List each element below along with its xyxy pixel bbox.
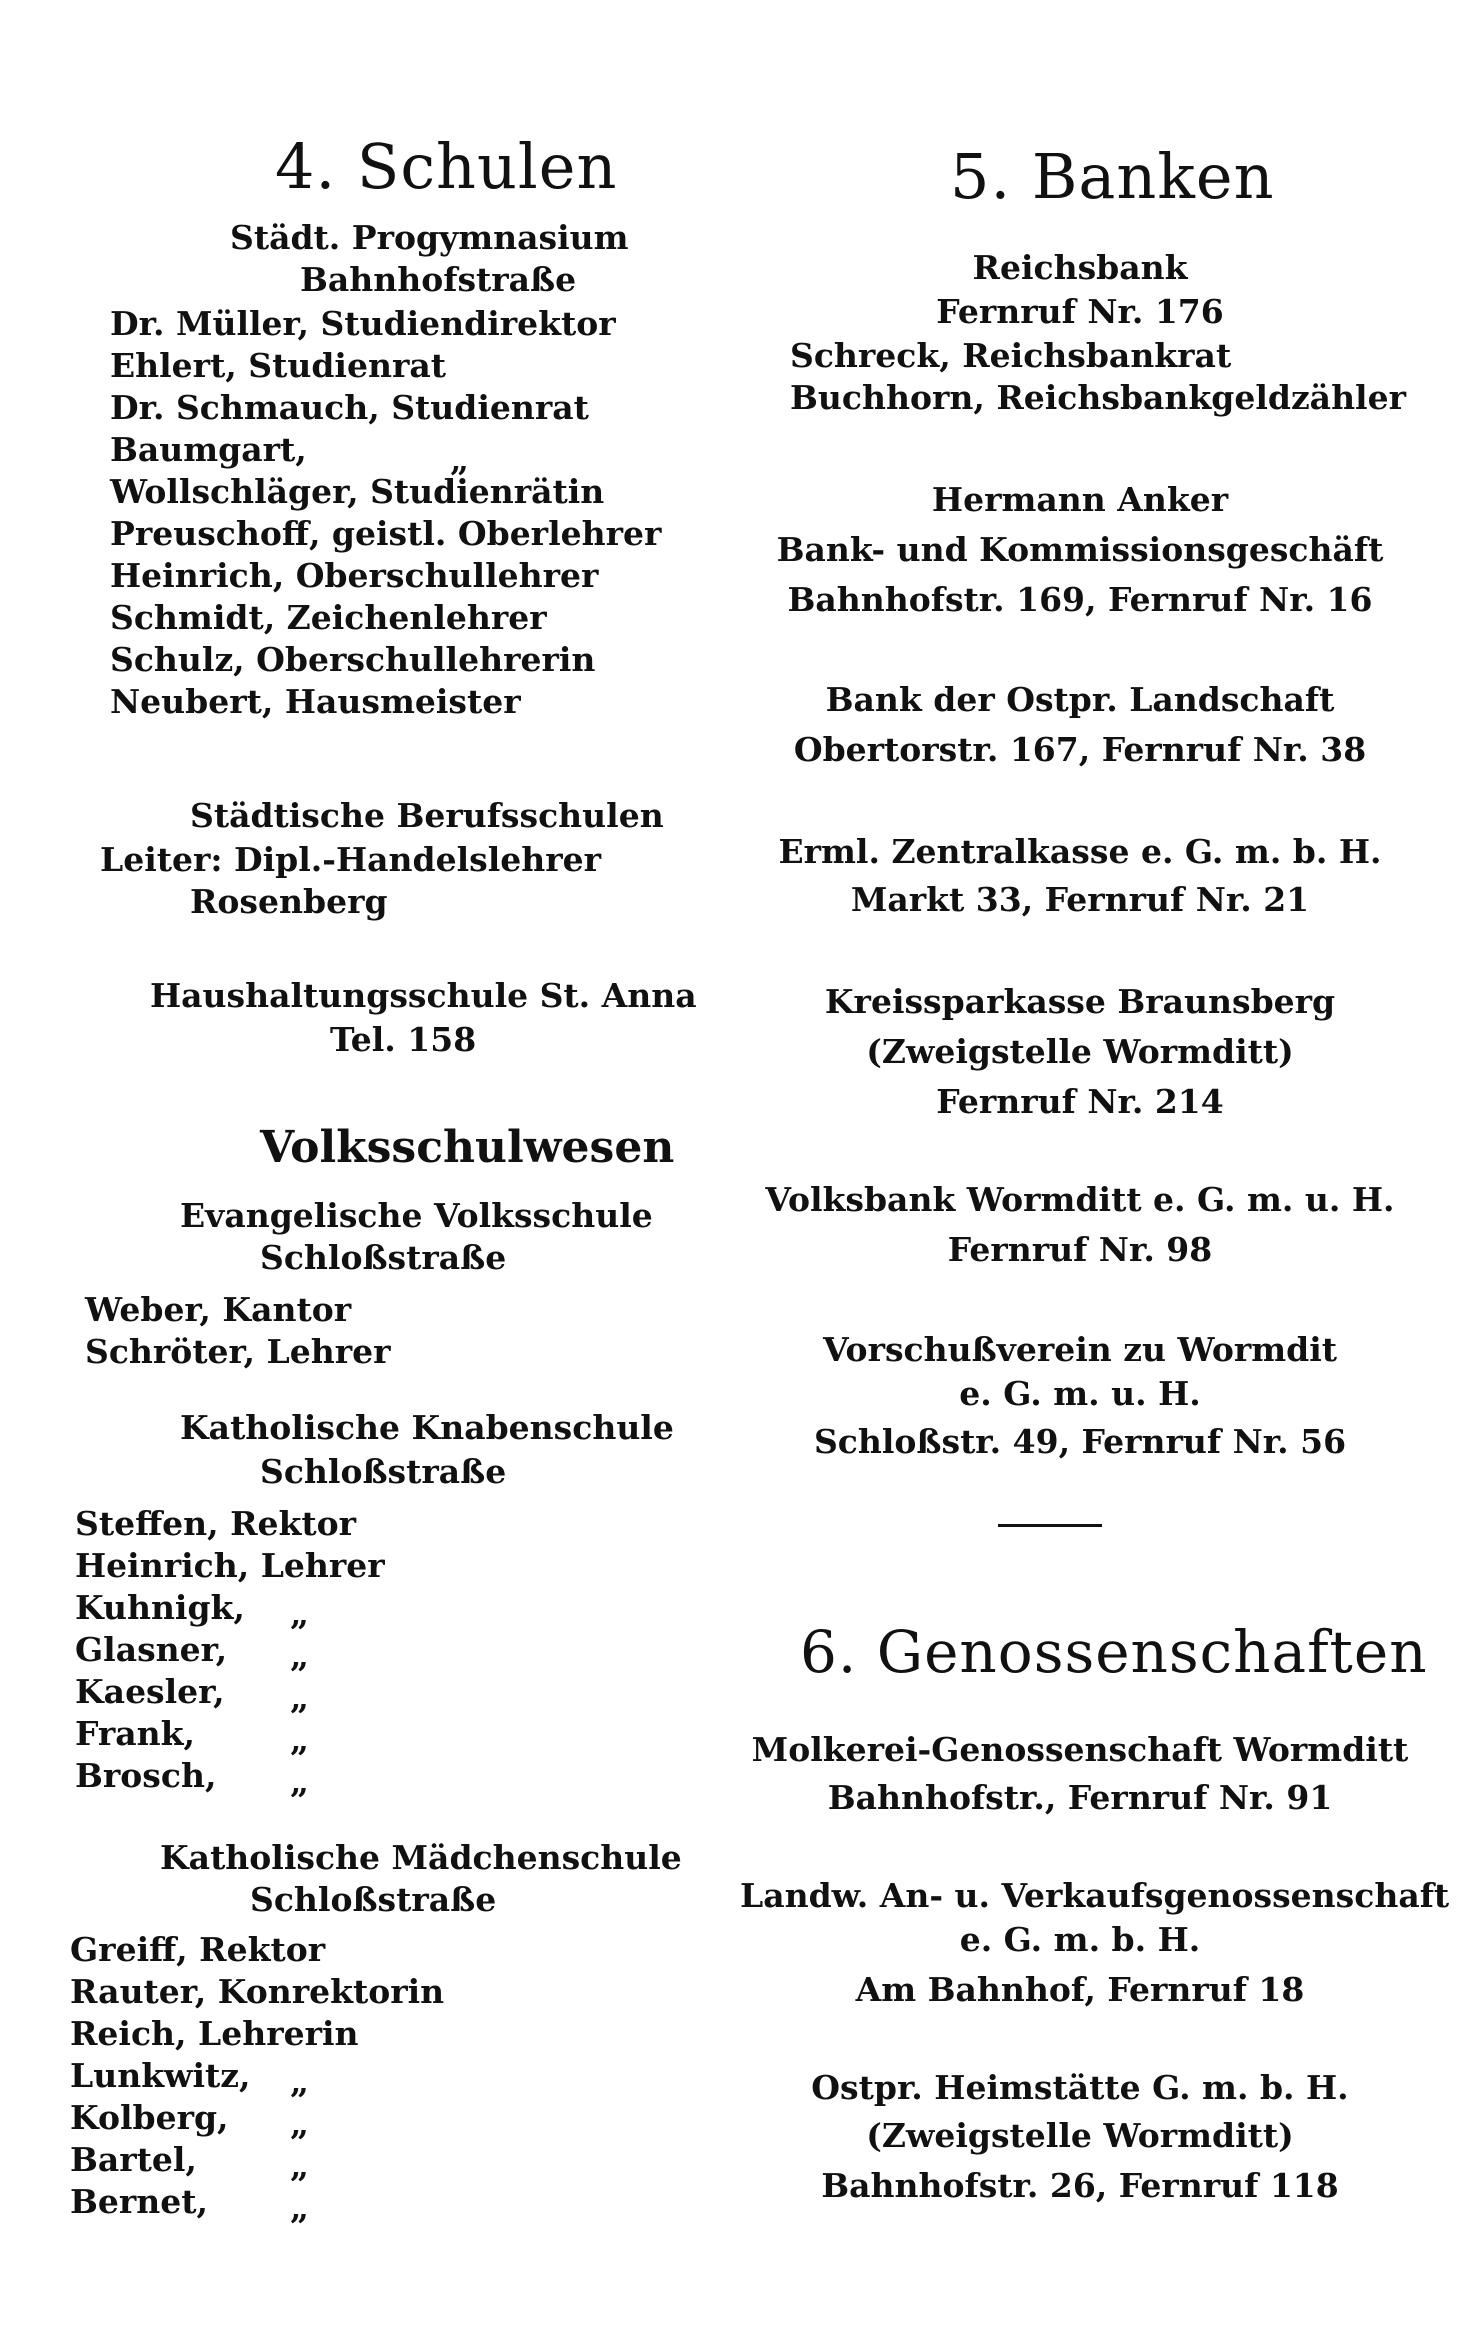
staff-entry: Heinrich, Lehrer [75, 1546, 385, 1585]
staff-entry: Reich, Lehrerin [70, 2014, 359, 2053]
kreissparkasse-branch: (Zweigstelle Wormditt) [866, 1032, 1294, 1071]
staff-entry: Schröter, Lehrer [85, 1332, 391, 1371]
volksbank-title: Volksbank Wormditt e. G. m. u. H. [765, 1180, 1395, 1219]
vorschussverein-legal: e. G. m. u. H. [959, 1374, 1201, 1413]
staff-entry: Dr. Müller, Studiendirektor [110, 304, 616, 343]
zentralkasse-title: Erml. Zentralkasse e. G. m. b. H. [778, 832, 1382, 871]
landw-genossenschaft-address: Am Bahnhof, Fernruf 18 [855, 1970, 1305, 2009]
staff-entry: Wollschläger, Studienrätin [110, 472, 605, 511]
maedchenschule-address: Schloßstraße [250, 1880, 497, 1919]
knabenschule-address: Schloßstraße [260, 1452, 507, 1491]
staff-entry: Schmidt, Zeichenlehrer [110, 598, 547, 637]
staff-entry: Glasner, [75, 1630, 228, 1669]
vorschussverein-address: Schloßstr. 49, Fernruf Nr. 56 [813, 1422, 1347, 1461]
berufsschulen-leiter: Leiter: Dipl.-Handelslehrer [100, 840, 602, 879]
progymnasium-address: Bahnhofstraße [300, 260, 577, 299]
hermann-anker-title: Hermann Anker [931, 480, 1229, 519]
berufsschulen-title: Städtische Berufsschulen [190, 796, 664, 835]
landschaft-bank-title: Bank der Ostpr. Landschaft [825, 680, 1335, 719]
vorschussverein-title: Vorschußverein zu Wormdit [822, 1330, 1338, 1369]
staff-entry: Weber, Kantor [85, 1290, 352, 1329]
molkerei-address: Bahnhofstr., Fernruf Nr. 91 [827, 1778, 1333, 1817]
heimstaette-title: Ostpr. Heimstätte G. m. b. H. [811, 2068, 1349, 2107]
ditto-mark: „ [290, 1594, 309, 1633]
landw-genossenschaft-title: Landw. An- u. Verkaufsgenossenschaft [740, 1876, 1450, 1915]
ditto-mark: „ [290, 2104, 309, 2143]
staff-entry: Dr. Schmauch, Studienrat [110, 388, 589, 427]
staff-entry: Frank, [75, 1714, 195, 1753]
ditto-mark: „ [290, 2146, 309, 2185]
maedchenschule-title: Katholische Mädchenschule [160, 1838, 682, 1877]
section-heading-schulen: 4. Schulen [275, 130, 618, 203]
kreissparkasse-phone: Fernruf Nr. 214 [936, 1082, 1224, 1121]
hermann-anker-address: Bahnhofstr. 169, Fernruf Nr. 16 [787, 580, 1373, 619]
staff-entry: Heinrich, Oberschullehrer [110, 556, 599, 595]
staff-entry: Brosch, [75, 1756, 217, 1795]
ditto-mark: „ [290, 1636, 309, 1675]
knabenschule-title: Katholische Knabenschule [180, 1408, 674, 1447]
staff-entry: Steffen, Rektor [75, 1504, 357, 1543]
ditto-mark: „ [290, 1720, 309, 1759]
molkerei-title: Molkerei-Genossenschaft Wormditt [751, 1730, 1409, 1769]
staff-entry: Baumgart, [110, 430, 307, 469]
ditto-mark: „ [290, 1678, 309, 1717]
staff-entry: Ehlert, Studienrat [110, 346, 446, 385]
staff-entry: Kolberg, [70, 2098, 229, 2137]
zentralkasse-address: Markt 33, Fernruf Nr. 21 [850, 880, 1310, 919]
staff-entry: Kuhnigk, [75, 1588, 245, 1627]
staff-entry: Bernet, [70, 2182, 208, 2221]
volksschulwesen-heading: Volksschulwesen [260, 1122, 675, 1173]
section-heading-banken: 5. Banken [950, 140, 1275, 213]
evangelische-volksschule-title: Evangelische Volksschule [180, 1196, 653, 1235]
heimstaette-address: Bahnhofstr. 26, Fernruf 118 [821, 2166, 1339, 2205]
staff-entry: Kaesler, [75, 1672, 225, 1711]
staff-entry: Bartel, [70, 2140, 197, 2179]
kreissparkasse-title: Kreissparkasse Braunsberg [824, 982, 1336, 1021]
staff-entry: Rauter, Konrektorin [70, 1972, 445, 2011]
staff-entry: Schulz, Oberschullehrerin [110, 640, 596, 679]
ditto-mark: „ [290, 1762, 309, 1801]
evangelische-volksschule-address: Schloßstraße [260, 1238, 507, 1277]
heimstaette-branch: (Zweigstelle Wormditt) [866, 2116, 1294, 2155]
staff-entry: Neubert, Hausmeister [110, 682, 521, 721]
landw-genossenschaft-legal: e. G. m. b. H. [959, 1920, 1201, 1959]
ditto-mark: „ [290, 2062, 309, 2101]
volksbank-phone: Fernruf Nr. 98 [947, 1230, 1213, 1269]
progymnasium-title: Städt. Progymnasium [230, 218, 629, 257]
staff-entry: Preuschoff, geistl. Oberlehrer [110, 514, 662, 553]
staff-entry: Greiff, Rektor [70, 1930, 326, 1969]
staff-entry: Lunkwitz, [70, 2056, 251, 2095]
reichsbank-title: Reichsbank [972, 248, 1188, 287]
hermann-anker-business: Bank- und Kommissionsgeschäft [776, 530, 1384, 569]
section-divider [998, 1524, 1102, 1527]
haushaltungsschule-title: Haushaltungsschule St. Anna [150, 976, 697, 1015]
ditto-mark: „ [290, 2188, 309, 2227]
landschaft-bank-address: Obertorstr. 167, Fernruf Nr. 38 [793, 730, 1367, 769]
staff-entry: Schreck, Reichsbankrat [790, 336, 1232, 375]
ditto-mark: „ [450, 440, 469, 479]
haushaltungsschule-tel: Tel. 158 [330, 1020, 477, 1059]
reichsbank-phone: Fernruf Nr. 176 [936, 292, 1224, 331]
berufsschulen-name: Rosenberg [190, 882, 388, 921]
section-heading-genossenschaften: 6. Genossenschaften [800, 1618, 1428, 1686]
staff-entry: Buchhorn, Reichsbankgeldzähler [790, 378, 1406, 417]
